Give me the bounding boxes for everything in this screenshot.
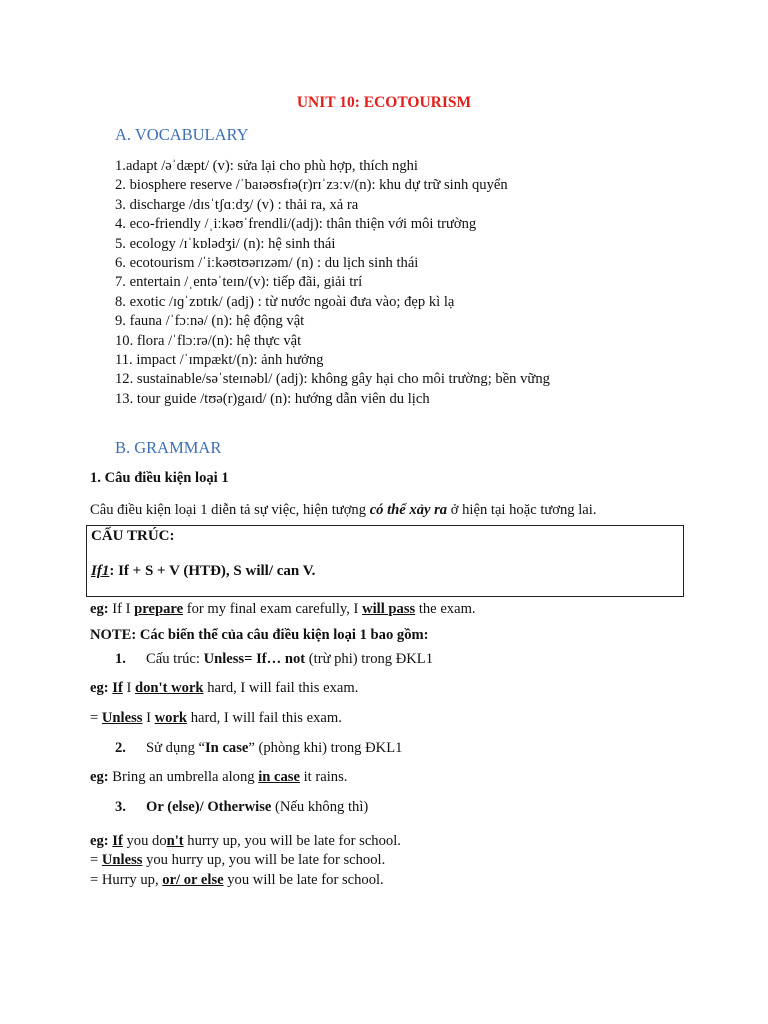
vocab-item: 8. exotic /ɪɡˈzɒtɪk/ (adj) : từ nước ngoài đưa vào; đẹp kì lạ [115, 293, 455, 310]
example-6: = Unless you hurry up, you will be late for school. [90, 852, 386, 868]
vocab-item: 13. tour guide /tʊə(r)gaɪd/ (n): hướng dẫn viên du lịch [115, 390, 430, 407]
emphasis-text: có thể xảy ra [369, 502, 448, 518]
vocab-item: 3. discharge /dɪsˈtʃɑːdʒ/ (v) : thải ra, xả ra [115, 196, 359, 213]
page-title: UNIT 10: ECOTOURISM [296, 94, 472, 111]
example-2: eg: If I don't work hard, I will fail this exam. [90, 680, 359, 696]
structure-formula: If1: If + S + V (HTĐ), S will/ can V. [91, 563, 316, 579]
example-3: = Unless I work hard, I will fail this exam. [90, 710, 342, 726]
vocab-item: 6. ecotourism /ˈiːkəʊtʊərɪzəm/ (n) : du lịch sinh thái [115, 255, 419, 272]
variant-1: 1. Cấu trúc: Unless= If… not (trừ phi) trong ĐKL1 [115, 651, 434, 667]
vocab-item: 4. eco-friendly /ˌiːkəʊˈfrendli/(adj): thân thiện với môi trường [115, 216, 477, 233]
section-heading-vocabulary: A. VOCABULARY [115, 125, 249, 144]
vocab-item: 1.adapt /əˈdæpt/ (v): sửa lại cho phù hợp, thích nghi [115, 158, 418, 174]
if1-label: If1 [91, 563, 110, 579]
structure-label: CẤU TRÚC: [91, 528, 175, 544]
variant-3: 3. Or (else)/ Otherwise (Nếu không thì) [115, 799, 369, 815]
vocab-item: 12. sustainable/səˈsteɪnəbl/ (adj): không gây hại cho môi trường; bền vững [115, 371, 550, 388]
vocab-item: 10. flora /ˈflɔːrə/(n): hệ thực vật [115, 332, 302, 349]
intro-paragraph: Câu điều kiện loại 1 diễn tả sự việc, hiện tượng có thể xảy ra ở hiện tại hoặc tương lai. [90, 502, 597, 518]
section-heading-grammar: B. GRAMMAR [115, 438, 222, 457]
variant-2: 2. Sử dụng “In case” (phòng khi) trong ĐKL1 [115, 740, 403, 756]
note-heading: NOTE: Các biến thể của câu điều kiện loại 1 bao gồm: [90, 627, 429, 643]
vocab-item: 5. ecology /ɪˈkɒlədʒi/ (n): hệ sinh thái [115, 235, 336, 252]
vocabulary-list [115, 157, 550, 409]
vocab-item: 9. fauna /ˈfɔːnə/ (n): hệ động vật [115, 313, 305, 330]
vocab-item: 2. biosphere reserve /ˈbaɪəʊsfɪə(r)rɪˈzɜːv/(n): khu dự trữ sinh quyển [115, 177, 508, 194]
vocab-item: 7. entertain /ˌentəˈteɪn/(v): tiếp đãi, giải trí [115, 274, 363, 291]
example-5: eg: If you don't hurry up, you will be late for school. [90, 833, 401, 849]
structure-box [86, 525, 684, 597]
example-7: = Hurry up, or/ or else you will be late for school. [90, 872, 384, 888]
example-1: eg: If I prepare for my final exam carefully, I will pass the exam. [90, 601, 476, 617]
example-4: eg: Bring an umbrella along in case it rains. [90, 769, 348, 785]
subheading-conditional-1: 1. Câu điều kiện loại 1 [90, 470, 229, 486]
vocab-item: 11. impact /ˈɪmpækt/(n): ảnh hưởng [115, 352, 324, 369]
